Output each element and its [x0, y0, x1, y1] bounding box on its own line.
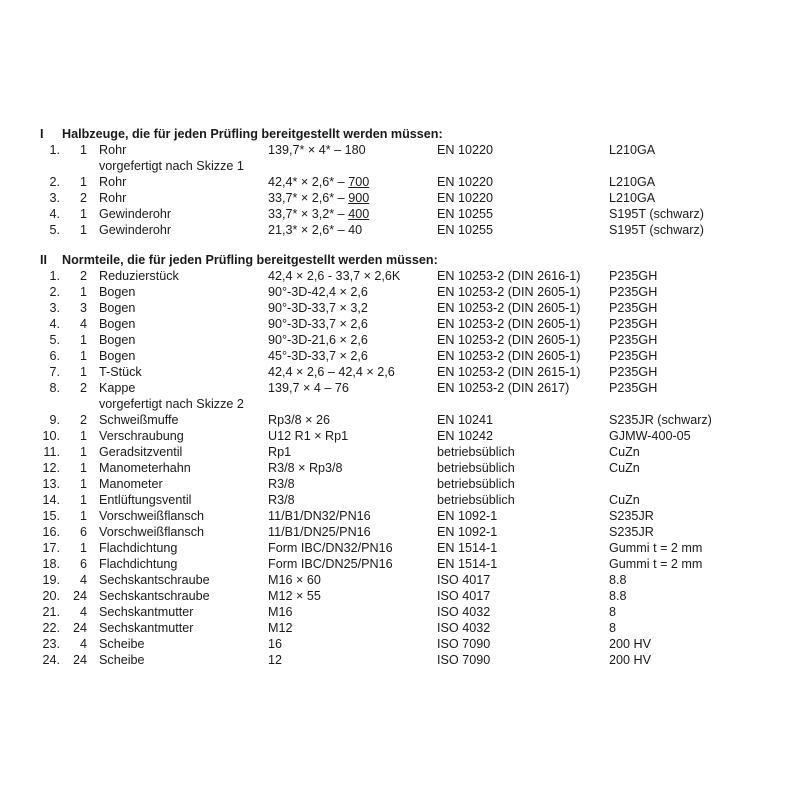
list-item	[0, 620, 800, 636]
item-number: 5.	[49, 333, 60, 347]
list-item	[0, 142, 800, 158]
item-quantity: 6	[79, 557, 87, 571]
item-dimensions-main: 42,4* × 2,6* –	[268, 175, 349, 189]
item-name: Rohr	[99, 191, 127, 205]
item-material: Gummi t = 2 mm	[609, 541, 703, 555]
list-item	[0, 412, 800, 428]
item-number: 1.	[49, 143, 60, 157]
item-quantity: 1	[79, 493, 87, 507]
item-note-row	[0, 158, 800, 174]
item-number: 24.	[42, 653, 60, 667]
item-dimensions	[268, 142, 366, 158]
item-dimensions: 45°-3D-33,7 × 2,6	[268, 349, 368, 363]
item-material: 200 HV	[609, 637, 652, 651]
item-quantity: 1	[79, 333, 87, 347]
item-dimensions: Form IBC/DN25/PN16	[268, 557, 393, 571]
item-number: 2.	[49, 175, 60, 189]
item-dimensions-main: 21,3* × 2,6* – 40	[268, 223, 363, 237]
item-name: Bogen	[99, 349, 136, 363]
item-name: Flachdichtung	[99, 557, 178, 571]
item-standard: EN 1514-1	[437, 541, 498, 555]
item-dimensions: M16 × 60	[268, 573, 321, 587]
list-item	[0, 588, 800, 604]
item-material: S195T (schwarz)	[609, 207, 704, 221]
item-dimensions-length: 700	[348, 175, 370, 189]
item-name: Manometer	[99, 477, 163, 491]
section-1-title: Halbzeuge, die für jeden Prüfling bereitgestellt werden müssen:	[62, 127, 443, 141]
list-item	[0, 300, 800, 316]
section-2-number: II	[40, 253, 47, 267]
item-dimensions: 139,7 × 4 – 76	[268, 381, 349, 395]
list-item	[0, 652, 800, 668]
list-item	[0, 572, 800, 588]
item-name: Bogen	[99, 333, 136, 347]
list-item	[0, 190, 800, 206]
item-material: 8.8	[609, 573, 627, 587]
item-name: Rohr	[99, 175, 127, 189]
item-material: CuZn	[609, 493, 640, 507]
item-quantity: 1	[79, 365, 87, 379]
item-standard: EN 10253-2 (DIN 2605-1)	[437, 333, 581, 347]
item-name: T-Stück	[99, 365, 142, 379]
item-dimensions: 11/B1/DN32/PN16	[268, 509, 371, 523]
item-quantity: 2	[79, 269, 87, 283]
item-note: vorgefertigt nach Skizze 1	[99, 159, 244, 173]
item-dimensions: U12 R1 × Rp1	[268, 429, 349, 443]
item-name: Schweißmuffe	[99, 413, 179, 427]
list-item	[0, 222, 800, 238]
item-dimensions	[268, 206, 369, 222]
item-number: 1.	[49, 269, 60, 283]
list-item	[0, 508, 800, 524]
item-number: 4.	[49, 317, 60, 331]
item-dimensions: 42,4 × 2,6 – 42,4 × 2,6	[268, 365, 395, 379]
item-name: Sechskantmutter	[99, 621, 194, 635]
item-standard: EN 10253-2 (DIN 2616-1)	[437, 269, 581, 283]
item-dimensions	[268, 174, 369, 190]
item-quantity: 2	[79, 413, 87, 427]
item-material: P235GH	[609, 365, 658, 379]
item-number: 21.	[42, 605, 60, 619]
item-dimensions-main: 33,7* × 2,6* –	[268, 191, 349, 205]
item-name: Gewinderohr	[99, 207, 172, 221]
item-material: L210GA	[609, 191, 656, 205]
item-number: 17.	[42, 541, 60, 555]
item-name: Bogen	[99, 301, 136, 315]
item-name: Vorschweißflansch	[99, 525, 204, 539]
item-standard: ISO 4032	[437, 605, 491, 619]
item-name: Entlüftungsventil	[99, 493, 192, 507]
item-dimensions: M12	[268, 621, 293, 635]
item-standard: betriebsüblich	[437, 477, 515, 491]
item-standard: ISO 7090	[437, 653, 491, 667]
list-item	[0, 604, 800, 620]
item-number: 15.	[42, 509, 60, 523]
item-standard: EN 10253-2 (DIN 2605-1)	[437, 301, 581, 315]
section-1-number: I	[40, 127, 44, 141]
item-name: Manometerhahn	[99, 461, 191, 475]
list-item	[0, 380, 800, 396]
item-quantity: 3	[79, 301, 87, 315]
list-item	[0, 348, 800, 364]
list-item	[0, 492, 800, 508]
item-standard: EN 10253-2 (DIN 2605-1)	[437, 317, 581, 331]
item-name: Kappe	[99, 381, 136, 395]
item-number: 19.	[42, 573, 60, 587]
item-dimensions: Form IBC/DN32/PN16	[268, 541, 393, 555]
item-quantity: 2	[79, 191, 87, 205]
item-quantity: 1	[79, 285, 87, 299]
item-name: Verschraubung	[99, 429, 184, 443]
item-material: S195T (schwarz)	[609, 223, 704, 237]
item-name: Geradsitzventil	[99, 445, 183, 459]
item-dimensions: M12 × 55	[268, 589, 321, 603]
item-number: 2.	[49, 285, 60, 299]
item-dimensions: Rp1	[268, 445, 292, 459]
item-number: 9.	[49, 413, 60, 427]
list-item	[0, 206, 800, 222]
item-quantity: 1	[79, 461, 87, 475]
item-dimensions-main: 139,7* × 4* – 180	[268, 143, 366, 157]
item-dimensions: 90°-3D-33,7 × 3,2	[268, 301, 368, 315]
item-standard: EN 10255	[437, 207, 494, 221]
item-name: Sechskantmutter	[99, 605, 194, 619]
item-material: P235GH	[609, 349, 658, 363]
item-dimensions	[268, 190, 369, 206]
list-item	[0, 444, 800, 460]
item-quantity: 1	[79, 175, 87, 189]
item-number: 3.	[49, 191, 60, 205]
list-item	[0, 524, 800, 540]
item-name: Reduzierstück	[99, 269, 179, 283]
item-material: S235JR (schwarz)	[609, 413, 712, 427]
item-name: Vorschweißflansch	[99, 509, 204, 523]
list-item	[0, 174, 800, 190]
list-item	[0, 364, 800, 380]
item-standard: EN 10220	[437, 175, 494, 189]
item-name: Sechskantschraube	[99, 589, 210, 603]
item-quantity: 4	[79, 317, 87, 331]
item-name: Flachdichtung	[99, 541, 178, 555]
item-standard: EN 10253-2 (DIN 2605-1)	[437, 285, 581, 299]
item-name: Scheibe	[99, 637, 145, 651]
item-standard: EN 10220	[437, 191, 494, 205]
item-standard: EN 10241	[437, 413, 494, 427]
list-item	[0, 476, 800, 492]
item-quantity: 24	[72, 621, 87, 635]
item-dimensions: 12	[268, 653, 283, 667]
item-material: L210GA	[609, 175, 656, 189]
item-material: P235GH	[609, 301, 658, 315]
item-quantity: 1	[79, 349, 87, 363]
item-standard: EN 1092-1	[437, 525, 498, 539]
section-1-list	[0, 142, 800, 238]
item-dimensions-length: 400	[348, 207, 370, 221]
item-name: Bogen	[99, 317, 136, 331]
item-standard: EN 1514-1	[437, 557, 498, 571]
item-material: 8	[609, 621, 617, 635]
item-quantity: 4	[79, 573, 87, 587]
item-material: 8.8	[609, 589, 627, 603]
item-number: 20.	[42, 589, 60, 603]
item-number: 23.	[42, 637, 60, 651]
item-material: P235GH	[609, 269, 658, 283]
item-quantity: 24	[72, 589, 87, 603]
item-quantity: 1	[79, 541, 87, 555]
item-quantity: 24	[72, 653, 87, 667]
item-material: 200 HV	[609, 653, 652, 667]
item-dimensions: 90°-3D-42,4 × 2,6	[268, 285, 368, 299]
item-quantity: 1	[79, 223, 87, 237]
list-item	[0, 332, 800, 348]
item-quantity: 1	[79, 509, 87, 523]
section-2-list	[0, 268, 800, 668]
list-item	[0, 556, 800, 572]
item-number: 10.	[42, 429, 60, 443]
item-number: 5.	[49, 223, 60, 237]
item-name: Rohr	[99, 143, 127, 157]
item-name: Sechskantschraube	[99, 573, 210, 587]
item-note: vorgefertigt nach Skizze 2	[99, 397, 244, 411]
list-item	[0, 460, 800, 476]
item-number: 12.	[42, 461, 60, 475]
list-item	[0, 284, 800, 300]
item-number: 8.	[49, 381, 60, 395]
item-dimensions: Rp3/8 × 26	[268, 413, 330, 427]
item-name: Bogen	[99, 285, 136, 299]
item-dimensions: R3/8	[268, 493, 295, 507]
item-name: Scheibe	[99, 653, 145, 667]
item-standard: betriebsüblich	[437, 461, 515, 475]
item-number: 11.	[43, 445, 60, 459]
item-material: GJMW-400-05	[609, 429, 691, 443]
item-standard: EN 10253-2 (DIN 2615-1)	[437, 365, 581, 379]
item-number: 22.	[42, 621, 60, 635]
item-quantity: 1	[79, 429, 87, 443]
item-dimensions-main: 33,7* × 3,2* –	[268, 207, 349, 221]
item-material: P235GH	[609, 285, 658, 299]
item-standard: EN 10253-2 (DIN 2605-1)	[437, 349, 581, 363]
section-2-heading	[0, 252, 800, 268]
item-number: 3.	[49, 301, 60, 315]
item-number: 13.	[42, 477, 60, 491]
item-dimensions: 42,4 × 2,6 - 33,7 × 2,6K	[268, 269, 401, 283]
item-standard: betriebsüblich	[437, 445, 515, 459]
item-dimensions: 11/B1/DN25/PN16	[268, 525, 371, 539]
item-number: 6.	[49, 349, 60, 363]
item-material: P235GH	[609, 317, 658, 331]
item-material: CuZn	[609, 461, 640, 475]
item-quantity: 1	[79, 445, 87, 459]
item-quantity: 4	[79, 637, 87, 651]
item-standard: ISO 7090	[437, 637, 491, 651]
item-material: CuZn	[609, 445, 640, 459]
item-number: 4.	[49, 207, 60, 221]
list-item	[0, 428, 800, 444]
item-dimensions: R3/8	[268, 477, 295, 491]
item-standard: ISO 4017	[437, 589, 491, 603]
section-2-title: Normteile, die für jeden Prüfling bereitgestellt werden müssen:	[62, 253, 438, 267]
section-1-heading	[0, 126, 800, 142]
item-standard: ISO 4017	[437, 573, 491, 587]
item-name: Gewinderohr	[99, 223, 172, 237]
item-number: 16.	[42, 525, 60, 539]
item-dimensions: R3/8 × Rp3/8	[268, 461, 343, 475]
item-quantity: 1	[79, 207, 87, 221]
list-item	[0, 636, 800, 652]
item-quantity: 1	[79, 143, 87, 157]
item-quantity: 4	[79, 605, 87, 619]
item-material: L210GA	[609, 143, 656, 157]
item-number: 18.	[42, 557, 60, 571]
item-standard: EN 10242	[437, 429, 494, 443]
list-item	[0, 540, 800, 556]
item-dimensions: 16	[268, 637, 283, 651]
item-standard: ISO 4032	[437, 621, 491, 635]
item-standard: betriebsüblich	[437, 493, 515, 507]
item-dimensions	[268, 222, 362, 238]
list-item	[0, 268, 800, 284]
item-material: S235JR	[609, 525, 654, 539]
parts-list-document	[0, 126, 800, 668]
item-standard: EN 10255	[437, 223, 494, 237]
list-item	[0, 316, 800, 332]
item-material: P235GH	[609, 333, 658, 347]
item-number: 14.	[42, 493, 60, 507]
item-dimensions: 90°-3D-21,6 × 2,6	[268, 333, 368, 347]
item-dimensions: M16	[268, 605, 293, 619]
item-dimensions: 90°-3D-33,7 × 2,6	[268, 317, 368, 331]
item-quantity: 6	[79, 525, 87, 539]
item-standard: EN 10253-2 (DIN 2617)	[437, 381, 570, 395]
item-quantity: 1	[79, 477, 87, 491]
item-dimensions-length: 900	[348, 191, 370, 205]
item-note-row	[0, 396, 800, 412]
item-standard: EN 10220	[437, 143, 494, 157]
item-material: Gummi t = 2 mm	[609, 557, 703, 571]
item-standard: EN 1092-1	[437, 509, 498, 523]
item-material: P235GH	[609, 381, 658, 395]
item-material: S235JR	[609, 509, 654, 523]
item-number: 7.	[49, 365, 60, 379]
item-quantity: 2	[79, 381, 87, 395]
item-material: 8	[609, 605, 617, 619]
